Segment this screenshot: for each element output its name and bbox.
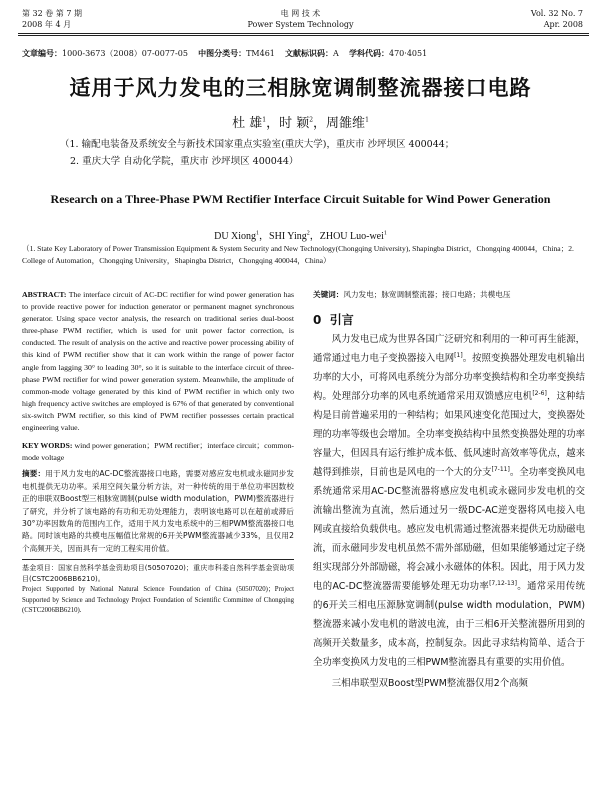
subject-code: 470·4051 (389, 49, 428, 58)
issue-date-cn: 2008 年 4 月 (22, 20, 72, 29)
body-text-a: 风力发电已成为世界各国广泛研究和利用的一种可再生能源，通常通过电力电子变换器接入电网 (313, 334, 585, 364)
journal-name (0, 8, 601, 30)
funding-cn: 基金项目：国家自然科学基金资助项目(50507020)；重庆市科委自然科学基金资助项目(CSTC2006BB6210)。 (22, 564, 294, 584)
abstract-cn-text: 用于风力发电的AC-DC整流器接口电路，需要对感应发电机或永磁同步发电机提供无功功率。采用空间矢量分析方法，对一种传统的用于单位功率因数校正的串联双Boost型三相脉宽调制(pulse width modulation，PWM)整流器进行了研究，并分析了该电路的有功和无功处理能力，表明该电路可以在超前或滞后30°功率因数角的范围内工作，适用于风力发电系统中的三相PWM整流器接口电路。同时该电路的共模电压幅值比常规的6开关PWM整流器减少33%，且仅用2个高频开关，因而具有一定的工程实用价值。 (22, 469, 295, 553)
keywords-cn-text: 风力发电；脉宽调制整流器；接口电路；共模电压 (343, 290, 511, 299)
header-divider (18, 33, 589, 34)
class-label: 中图分类号： (198, 48, 247, 58)
section-heading (313, 311, 585, 328)
title-cn: 适用于风力发电的三相脉宽调制整流器接口电路 (69, 76, 532, 100)
abstract-en-text: The interface circuit of AC-DC rectifier for wind power generation has to provide reactive power for induction generator or permanent magnet synchronous generator. Using space vector analysis, the research on traditional series dual-boost three-phase PWM rectifier, which is used for unit power factor correction, is conducted. The result of analysis on the active and reactive power processing ability of this kind of PWM rectifier show that it can work within the range of power factor angle from lagging 30° to leading 30°, so it is suitable to the interface circuit of three-phase PWM rectifier for wind power generation system. Meanwhile, the amplitude of common-mode voltage generated by this kind of PWM rectifier in which only two high frequency active switches are employed is 67% of that generated by conventional six-switch PWM rectifier, so this kind of PWM rectifier possesses certain practical engineering value. (22, 290, 294, 433)
section-number: 0 (313, 313, 322, 327)
affiliation-cn-1: （1. 输配电装备及系统安全与新技术国家重点实验室(重庆大学)，重庆市 沙坪坝区 400044； (60, 139, 455, 150)
author-3-cn: ，周雒维 (313, 116, 366, 131)
funding-divider (22, 559, 294, 560)
authors-en (0, 227, 601, 242)
author-3-en: ，ZHOU Luo-wei (309, 231, 384, 242)
author-2-aff: 2 (309, 116, 314, 124)
journal-volume-info-en (531, 8, 583, 30)
abstract-en-label: ABSTRACT: (22, 290, 67, 299)
title-en: Research on a Three-Phase PWM Rectifier Interface Circuit Suitable for Wind Power Generation (50, 192, 551, 206)
keywords-en-text: wind power generation；PWM rectifier；interface circuit；common-mode voltage (22, 441, 295, 463)
author-1-cn: 杜 雄 (232, 116, 263, 131)
issue-date-en: Apr. 2008 (543, 20, 583, 29)
body-text-b: 。按照变换器处理发电机输出功率的大小，可将风电系统分为部分功率变换结构和全功率变换结构。处理部分功率的风电系统通常采用双馈感应电机 (313, 353, 585, 402)
citation-3: [7-11] (491, 465, 510, 473)
authors-cn (0, 112, 601, 131)
section-title: 引言 (329, 313, 354, 327)
author-2-en-aff: 2 (306, 230, 310, 237)
class-no: TM461 (246, 49, 275, 58)
body-text-c: ，这种结构是目前普遍采用的一种结构；如果风速变化范围过大，变换器处理的功率等级也会增加。全功率变换结构中虽然变换器处理的功率容量大，但因具有运行维护成本低、低风速时高效率等优点，越来越得到推崇，目前也是风电的一个大的分支 (313, 391, 585, 478)
citation-1: [1] (454, 351, 463, 359)
citation-2: [2-6] (532, 389, 547, 397)
author-1-en-aff: 1 (256, 230, 260, 237)
journal-name-en: Power System Technology (247, 20, 354, 29)
author-1-aff: 1 (262, 116, 267, 124)
affiliation-cn-2: 2. 重庆大学 自动化学院，重庆市 沙坪坝区 400044） (70, 156, 299, 167)
volume-issue: 第 32 卷 第 7 期 (22, 9, 82, 18)
header-divider-2 (18, 35, 589, 36)
author-3-en-aff: 1 (383, 230, 387, 237)
abstract-cn-label: 摘要： (22, 469, 46, 479)
doc-code: A (333, 49, 339, 58)
article-no: 1000-3673（2008）07-0077-05 (62, 49, 188, 58)
author-3-aff: 1 (365, 116, 369, 124)
body-paragraph-2: 三相串联型双Boost型PWM整流器仅用2个高频 (331, 678, 528, 689)
affiliations-en: （1. State Key Laboratory of Power Transmission Equipment & System Security and New Technology(Chongqing University), Shapingba District，Chongqing 400044，China；2. College of Automation，Chongqing University，Shapingba District，Chongqing 400044，China） (22, 244, 574, 265)
left-column (22, 289, 294, 617)
subject-label: 学科代码： (349, 48, 389, 58)
body-text-d: 。全功率变换风电系统通常采用AC-DC整流器将感应发电机或永磁同步发电机的交流输出整流为直流，然后通过另一级DC-AC逆变器将风电接入电网或直接给负载供电。感应发电机需通过整流器来提供无功励磁电流，而永磁同步发电机虽然不需外部励磁，但如果能够通过定子绕组实现部分外部励磁，将会减小永磁体的体积。因此，用于风力发电的AC-DC整流器需要能够处理无功功率 (313, 467, 585, 592)
journal-name-cn: 电 网 技 术 (280, 9, 321, 18)
keywords-cn-label: 关键词： (313, 290, 344, 299)
article-meta (22, 48, 427, 59)
keywords-en-label: KEY WORDS: (22, 441, 73, 451)
author-1-en: DU Xiong (214, 231, 257, 242)
abstract-en (22, 289, 294, 434)
body-text-e: 。通常采用传统的6开关三相电压源脉宽调制(pulse width modulation，PWM)整流器来减小发电机的谐波电流，由于三相6开关整流器所用到的高频开关数量多，成本高，控制复杂。因此寻求结构简单、适合于全功率变换风力发电的三相PWM整流器具有重要的实用价值。 (313, 581, 585, 668)
article-no-label: 文章编号： (22, 48, 62, 58)
keywords-cn (313, 289, 585, 301)
volume-issue-en: Vol. 32 No. 7 (530, 9, 583, 18)
author-2-cn: ，时 颖 (266, 116, 310, 131)
body-paragraph-1 (313, 330, 585, 672)
right-column (313, 289, 585, 693)
doc-label: 文献标识码： (285, 48, 334, 58)
funding-en: Project Supported by National Natural Science Foundation of China (50507020)；Project Supported by Science and Technology Project Foundation of Scientific Committee of Chongqing (CSTC2006BB6210). (22, 586, 294, 615)
citation-4: [7,12-13] (489, 579, 517, 587)
author-2-en: ，SHI Ying (259, 231, 307, 242)
abstract-cn (22, 468, 294, 555)
keywords-en (22, 440, 294, 464)
